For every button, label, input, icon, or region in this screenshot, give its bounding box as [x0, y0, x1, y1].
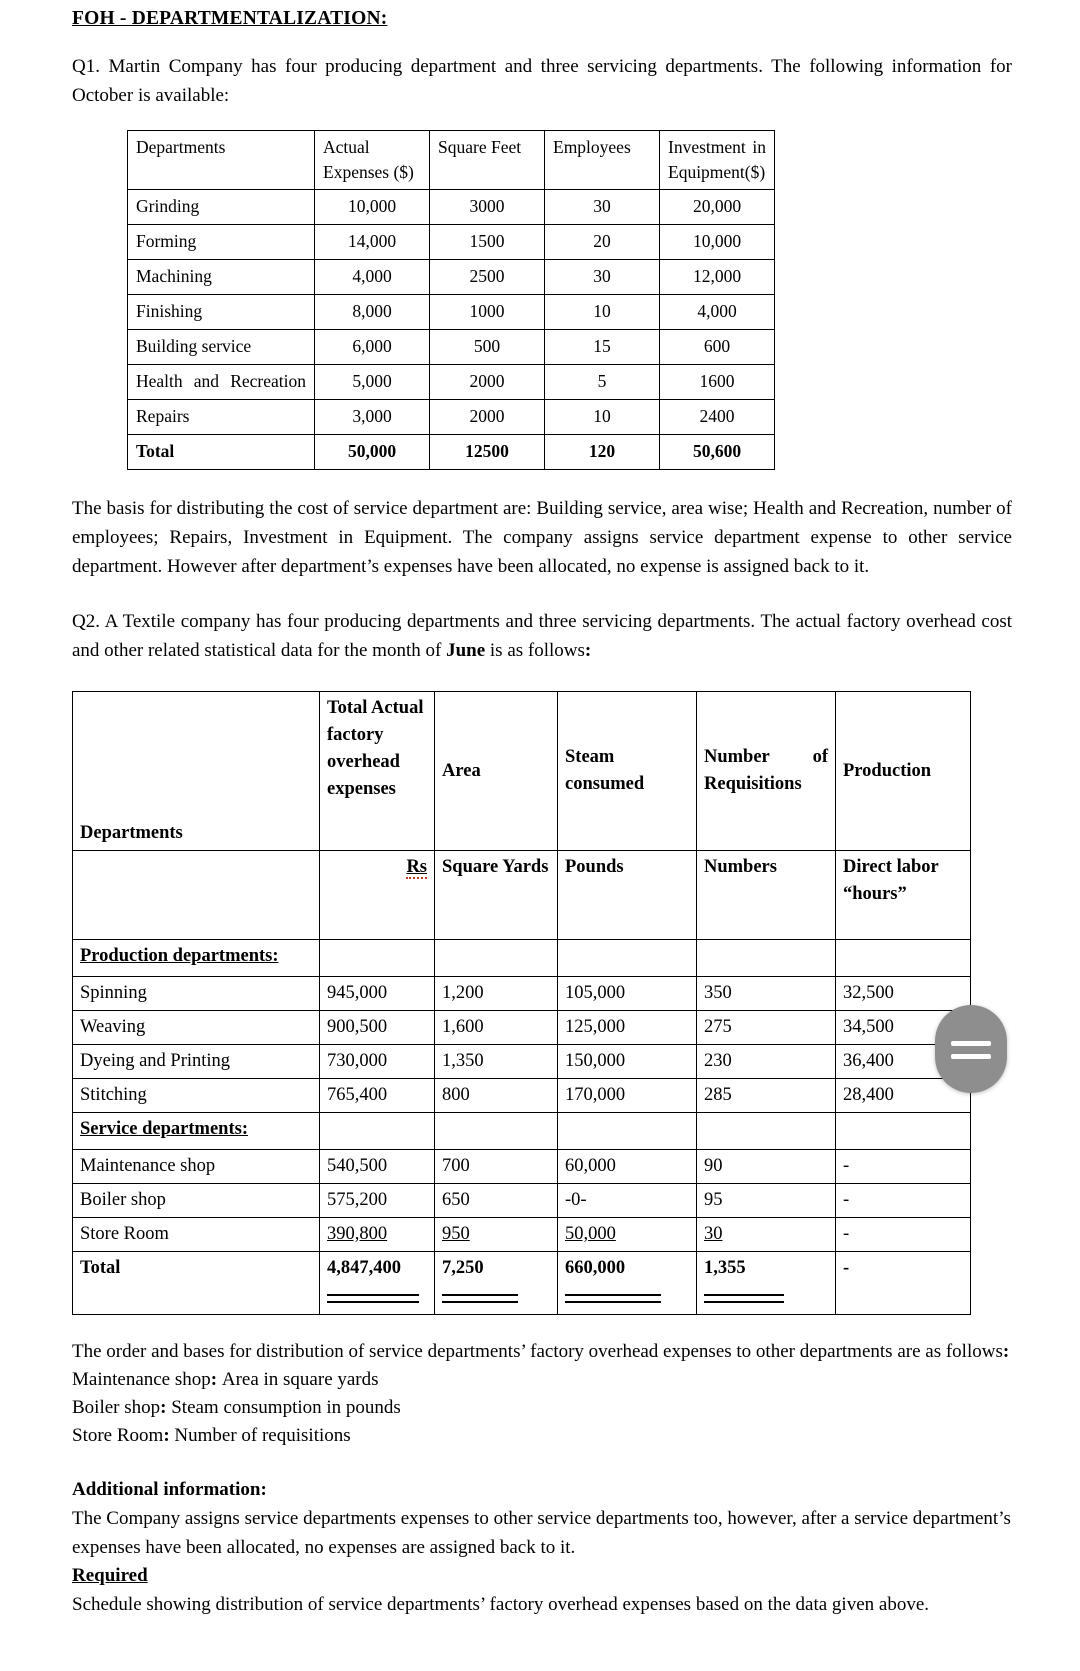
double-rule — [565, 1294, 661, 1303]
cell-dept: Spinning — [73, 977, 320, 1011]
drag-handle-widget[interactable] — [935, 1005, 1007, 1093]
cell-employees: 5 — [545, 365, 660, 400]
cell-employees: 20 — [545, 225, 660, 260]
q2-intro-part2: is as follows — [485, 640, 585, 661]
q2-notes-block — [72, 1337, 1012, 1619]
basis-value: Steam consumption in pounds — [171, 1397, 401, 1418]
cell-expenses: 6,000 — [315, 330, 430, 365]
cell-requisitions: 275 — [697, 1011, 836, 1045]
cell-dept-total: Total — [73, 1252, 320, 1315]
table-header-row-main — [73, 692, 971, 851]
cell-dept-total: Total — [128, 435, 315, 470]
cell-employees: 10 — [545, 295, 660, 330]
header-production: Production — [836, 692, 971, 851]
cell-dept: Maintenance shop — [73, 1150, 320, 1184]
cell-rs: 390,800 — [320, 1218, 435, 1252]
cell-steam: 50,000 — [558, 1218, 697, 1252]
basis-name: Boiler shop — [72, 1397, 161, 1418]
cell-dept: Weaving — [73, 1011, 320, 1045]
basis-separator: : — [163, 1425, 175, 1446]
basis-name: Store Room — [72, 1425, 164, 1446]
cell-expenses-total: 50,000 — [315, 435, 430, 470]
header-unit-currency: Rs — [320, 851, 435, 940]
basis-name: Maintenance shop — [72, 1369, 211, 1390]
cell-requisitions: 230 — [697, 1045, 836, 1079]
cell-production: 32,500 — [836, 977, 971, 1011]
basis-value: Area in square yards — [221, 1369, 379, 1390]
table-row — [73, 1011, 971, 1045]
q1-table-body — [128, 190, 775, 470]
table-row — [128, 365, 775, 400]
cell-rs: 945,000 — [320, 977, 435, 1011]
cell-production: - — [836, 1218, 971, 1252]
cell-investment: 20,000 — [660, 190, 775, 225]
cell-area: 1,600 — [435, 1011, 558, 1045]
cell-expenses: 3,000 — [315, 400, 430, 435]
table-row — [73, 977, 971, 1011]
cell-empty — [435, 1113, 558, 1150]
cell-sqft-total: 12500 — [430, 435, 545, 470]
cell-employees: 30 — [545, 190, 660, 225]
cell-steam: 150,000 — [558, 1045, 697, 1079]
cell-requisitions: 90 — [697, 1150, 836, 1184]
header-employees: Employees — [545, 131, 660, 190]
cell-requisitions: 285 — [697, 1079, 836, 1113]
cell-rs: 575,200 — [320, 1184, 435, 1218]
handle-bar-icon — [951, 1041, 991, 1046]
cell-production-total: - — [836, 1252, 971, 1315]
cell-requisitions: 95 — [697, 1184, 836, 1218]
cell-empty — [320, 940, 435, 977]
cell-empty — [836, 1113, 971, 1150]
q2-data-table — [72, 691, 971, 1315]
cell-empty — [558, 1113, 697, 1150]
cell-empty — [697, 1113, 836, 1150]
double-rule — [704, 1294, 784, 1303]
cell-area-total: 7,250 — [435, 1252, 558, 1315]
table-row — [73, 1079, 971, 1113]
table-total-row — [73, 1252, 971, 1315]
cell-investment: 2400 — [660, 400, 775, 435]
cell-steam: 125,000 — [558, 1011, 697, 1045]
q2-intro-part1: Q2. A Textile company has four producing departments and three servicing departments. The actual factory overhead cost and other related statistical data for the month of — [72, 611, 1012, 661]
cell-expenses: 14,000 — [315, 225, 430, 260]
q1-table-wrapper — [127, 130, 1012, 470]
cell-expenses: 5,000 — [315, 365, 430, 400]
table-row — [73, 1150, 971, 1184]
section-header-service — [73, 1113, 971, 1150]
header-area: Area — [435, 692, 558, 851]
table-row — [128, 190, 775, 225]
cell-dept: Building service — [128, 330, 315, 365]
header-unit-blank — [73, 851, 320, 940]
cell-sqft: 1000 — [430, 295, 545, 330]
cell-dept: Boiler shop — [73, 1184, 320, 1218]
cell-rs: 765,400 — [320, 1079, 435, 1113]
table-row — [73, 1045, 971, 1079]
cell-sqft: 2000 — [430, 400, 545, 435]
cell-dept: Health and Recreation — [128, 365, 315, 400]
q1-intro-paragraph: Q1. Martin Company has four producing department and three servicing departments. The following information for October is available: — [72, 56, 1012, 106]
basis-line-store-room — [72, 1422, 1012, 1450]
cell-empty — [320, 1113, 435, 1150]
cell-dept: Machining — [128, 260, 315, 295]
cell-requisitions: 30 — [697, 1218, 836, 1252]
table-row — [128, 400, 775, 435]
basis-line-maintenance — [72, 1366, 1012, 1394]
header-unit-production: Direct labor “hours” — [836, 851, 971, 940]
q2-intro-colon: : — [584, 640, 592, 661]
cell-area: 700 — [435, 1150, 558, 1184]
cell-production: 36,400 — [836, 1045, 971, 1079]
cell-empty — [836, 940, 971, 977]
cell-dept: Store Room — [73, 1218, 320, 1252]
cell-steam: 170,000 — [558, 1079, 697, 1113]
cell-investment-total: 50,600 — [660, 435, 775, 470]
page-title: FOH - DEPARTMENTALIZATION: — [72, 8, 388, 29]
q2-order-paragraph — [72, 1337, 1012, 1366]
cell-production: - — [836, 1184, 971, 1218]
additional-information-heading: Additional information: — [72, 1479, 267, 1500]
cell-dept: Forming — [128, 225, 315, 260]
required-heading: Required — [72, 1565, 148, 1586]
cell-area: 1,350 — [435, 1045, 558, 1079]
header-number-of-requisitions: Number of Requisitions — [697, 692, 836, 851]
header-departments: Departments — [128, 131, 315, 190]
cell-dept: Finishing — [128, 295, 315, 330]
cell-empty — [697, 940, 836, 977]
handle-bar-icon — [951, 1054, 991, 1059]
cell-requisitions: 350 — [697, 977, 836, 1011]
q2-table-wrapper — [72, 691, 1012, 1315]
cell-dept: Dyeing and Printing — [73, 1045, 320, 1079]
cell-steam-total: 660,000 — [558, 1252, 697, 1315]
cell-employees: 30 — [545, 260, 660, 295]
cell-sqft: 3000 — [430, 190, 545, 225]
cell-production: 28,400 — [836, 1079, 971, 1113]
basis-value: Number of requisitions — [174, 1425, 351, 1446]
additional-information-text: The Company assigns service departments expenses to other service departments too, however, after a service department’s expenses have been allocated, no expenses are assigned back to it. — [72, 1508, 1011, 1558]
basis-separator: : — [210, 1369, 222, 1390]
table-row — [128, 260, 775, 295]
double-rule — [327, 1294, 419, 1303]
cell-dept: Repairs — [128, 400, 315, 435]
header-square-feet: Square Feet — [430, 131, 545, 190]
cell-rs: 730,000 — [320, 1045, 435, 1079]
cell-dept: Grinding — [128, 190, 315, 225]
cell-employees: 15 — [545, 330, 660, 365]
q2-order-colon: : — [1002, 1341, 1010, 1362]
cell-area: 950 — [435, 1218, 558, 1252]
cell-expenses: 4,000 — [315, 260, 430, 295]
label-service-departments: Service departments: — [73, 1113, 320, 1150]
cell-requisitions-total: 1,355 — [697, 1252, 836, 1315]
double-rule — [442, 1294, 518, 1303]
cell-sqft: 1500 — [430, 225, 545, 260]
cell-investment: 4,000 — [660, 295, 775, 330]
q1-basis-paragraph: The basis for distributing the cost of service department are: Building service, area wise; Health and Recreation, number of employees; Repairs, Investment in Equipment. The company assigns service department expense to other service department. However after department’s expenses have been allocated, no expense is assigned back to it. — [72, 498, 1012, 577]
cell-rs-total: 4,847,400 — [320, 1252, 435, 1315]
header-investment: Investment in Equipment($) — [660, 131, 775, 190]
cell-area: 800 — [435, 1079, 558, 1113]
basis-separator: : — [160, 1397, 172, 1418]
cell-investment: 1600 — [660, 365, 775, 400]
q1-data-table — [127, 130, 775, 470]
table-header-row-units — [73, 851, 971, 940]
cell-sqft: 2500 — [430, 260, 545, 295]
spacer — [72, 1450, 1012, 1476]
cell-empty — [435, 940, 558, 977]
cell-expenses: 10,000 — [315, 190, 430, 225]
header-departments: Departments — [73, 692, 320, 851]
cell-area: 1,200 — [435, 977, 558, 1011]
cell-investment: 10,000 — [660, 225, 775, 260]
header-unit-requisitions: Numbers — [697, 851, 836, 940]
basis-line-boiler — [72, 1394, 1012, 1422]
cell-steam: 60,000 — [558, 1150, 697, 1184]
table-row — [73, 1218, 971, 1252]
cell-investment: 600 — [660, 330, 775, 365]
q2-intro-paragraph — [72, 607, 1012, 665]
cell-empty — [558, 940, 697, 977]
cell-area: 650 — [435, 1184, 558, 1218]
cell-investment: 12,000 — [660, 260, 775, 295]
section-header-production — [73, 940, 971, 977]
cell-rs: 540,500 — [320, 1150, 435, 1184]
cell-expenses: 8,000 — [315, 295, 430, 330]
table-row — [128, 330, 775, 365]
cell-rs: 900,500 — [320, 1011, 435, 1045]
cell-sqft: 2000 — [430, 365, 545, 400]
cell-steam: 105,000 — [558, 977, 697, 1011]
header-unit-steam: Pounds — [558, 851, 697, 940]
header-actual-expenses: Actual Expenses ($) — [315, 131, 430, 190]
cell-sqft: 500 — [430, 330, 545, 365]
q2-intro-month: June — [446, 640, 486, 661]
cell-dept: Stitching — [73, 1079, 320, 1113]
q2-order-text: The order and bases for distribution of service departments’ factory overhead expenses to other departments are as follows — [72, 1341, 1003, 1362]
cell-steam: -0- — [558, 1184, 697, 1218]
cell-production: - — [836, 1150, 971, 1184]
document-content — [72, 8, 1012, 1619]
label-production-departments: Production departments: — [73, 940, 320, 977]
table-row — [128, 295, 775, 330]
table-row — [128, 225, 775, 260]
table-row — [73, 1184, 971, 1218]
header-total-actual-overhead: Total Actual factory overhead expenses — [320, 692, 435, 851]
required-text: Schedule showing distribution of service departments’ factory overhead expenses based on the data given above. — [72, 1594, 930, 1615]
table-header-row — [128, 131, 775, 190]
cell-employees-total: 120 — [545, 435, 660, 470]
table-total-row — [128, 435, 775, 470]
header-steam-consumed: Steam consumed — [558, 692, 697, 851]
cell-production: 34,500 — [836, 1011, 971, 1045]
cell-employees: 10 — [545, 400, 660, 435]
header-unit-area: Square Yards — [435, 851, 558, 940]
